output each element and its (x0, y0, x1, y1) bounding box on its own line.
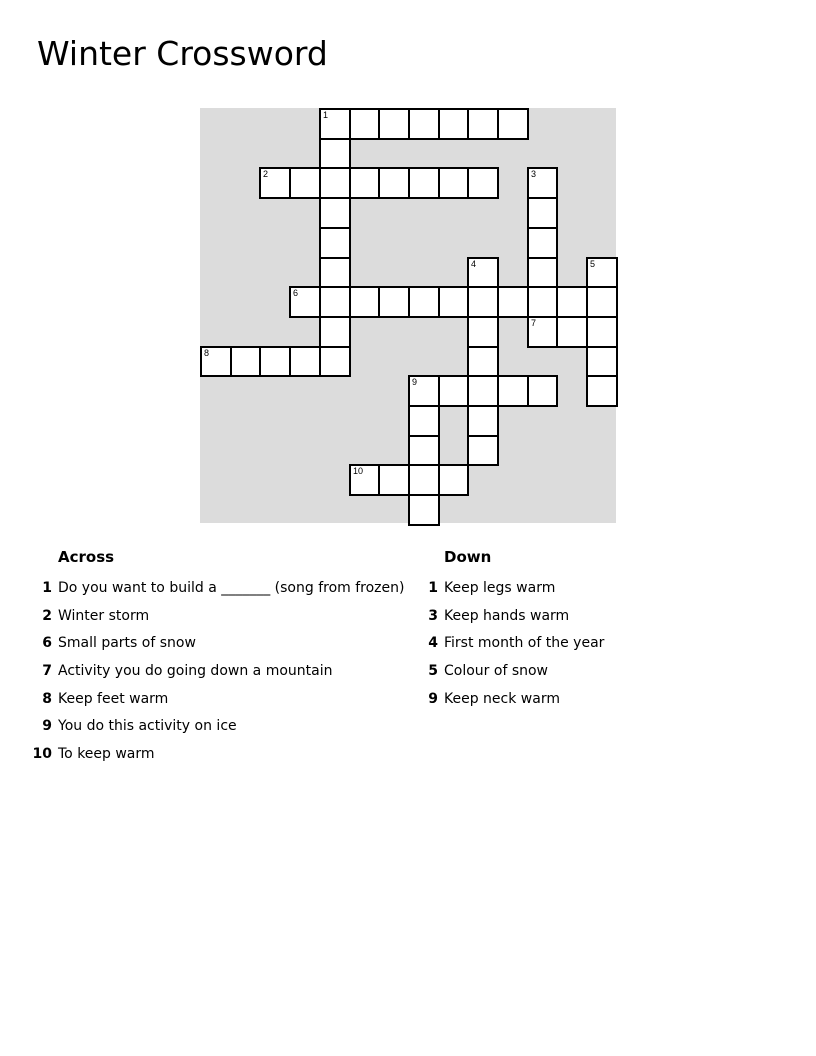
grid-cell[interactable] (497, 286, 529, 318)
across-clue (31, 607, 404, 635)
grid-cell[interactable] (467, 316, 499, 348)
grid-cell[interactable] (408, 286, 440, 318)
grid-cell[interactable] (319, 316, 351, 348)
clue-text: Do you want to build a _______ (song from frozen) (58, 580, 405, 596)
clue-text: Keep legs warm (444, 580, 556, 596)
cell-number: 7 (531, 318, 537, 328)
grid-cell[interactable] (438, 375, 469, 407)
across-clue (31, 579, 404, 607)
grid-cell[interactable] (319, 227, 351, 259)
grid-cell[interactable] (349, 286, 380, 318)
clue-number: 1 (428, 580, 438, 596)
grid-cell[interactable] (259, 167, 291, 199)
grid-cell[interactable] (408, 405, 440, 437)
grid-cell[interactable] (527, 375, 558, 407)
grid-cell[interactable] (586, 346, 618, 377)
grid-cell[interactable] (556, 316, 588, 348)
grid-cell[interactable] (349, 167, 380, 199)
grid-cell[interactable] (467, 346, 499, 377)
grid-cell[interactable] (319, 167, 351, 199)
grid-cell[interactable] (497, 108, 529, 140)
clue-text: Colour of snow (444, 663, 549, 680)
cell-number: 5 (590, 259, 596, 269)
across-clue (31, 745, 404, 773)
clue-text: Activity you do going down a mountain (58, 663, 333, 680)
grid-cell[interactable] (408, 464, 440, 496)
clue-text: You do this activity on ice (58, 718, 237, 735)
grid-cell[interactable] (527, 227, 558, 259)
clue-number: 7 (42, 663, 52, 680)
clue-text: First month of the year (444, 635, 605, 652)
clue-text: Small parts of snow (58, 635, 196, 652)
grid-cell[interactable] (289, 167, 321, 199)
down-clue (417, 634, 604, 662)
grid-cell[interactable] (467, 108, 499, 140)
grid-cell[interactable] (408, 375, 440, 407)
grid-cell[interactable] (527, 197, 558, 229)
grid-cell[interactable] (349, 464, 380, 496)
grid-cell[interactable] (586, 375, 618, 407)
grid-cell[interactable] (378, 464, 410, 496)
grid-cell[interactable] (467, 405, 499, 437)
grid-cell[interactable] (289, 346, 321, 377)
across-clues (31, 545, 404, 773)
down-heading: Down (444, 548, 492, 566)
grid-cell[interactable] (378, 167, 410, 199)
clue-text: Keep neck warm (444, 690, 560, 707)
across-clue (31, 690, 404, 718)
down-clue-list (417, 579, 604, 717)
grid-cell[interactable] (408, 167, 440, 199)
grid-cell[interactable] (527, 316, 558, 348)
grid-cell[interactable] (408, 494, 440, 526)
down-clue (417, 579, 604, 607)
cell-number: 2 (263, 169, 269, 179)
down-clue (417, 607, 604, 635)
grid-cell[interactable] (467, 167, 499, 199)
grid-cell[interactable] (319, 346, 351, 377)
grid-cell[interactable] (408, 435, 440, 466)
clue-text: Keep feet warm (58, 690, 169, 707)
clue-number: 8 (42, 690, 52, 707)
cell-number: 3 (531, 169, 537, 179)
grid-cell[interactable] (527, 167, 558, 199)
grid-cell[interactable] (200, 346, 232, 377)
clue-text: Winter storm (58, 607, 150, 624)
grid-cell[interactable] (319, 138, 351, 169)
clue-number: 5 (428, 663, 438, 680)
cell-number: 8 (204, 348, 210, 358)
across-clue (31, 634, 404, 662)
clue-number: 4 (428, 635, 438, 652)
grid-cell[interactable] (586, 286, 618, 318)
grid-cell[interactable] (319, 108, 351, 140)
grid-cell[interactable] (527, 286, 558, 318)
grid-cell[interactable] (319, 257, 351, 288)
grid-cell[interactable] (230, 346, 261, 377)
down-clue (417, 690, 604, 718)
grid-cell[interactable] (497, 375, 529, 407)
cell-number: 1 (323, 110, 329, 120)
cell-number: 10 (353, 466, 364, 476)
grid-cell[interactable] (438, 286, 469, 318)
clue-number: 10 (32, 746, 52, 763)
grid-cell[interactable] (527, 257, 558, 288)
down-clues (417, 545, 604, 717)
clue-number: 2 (42, 607, 52, 624)
grid-cell[interactable] (378, 286, 410, 318)
clue-number: 1 (42, 580, 52, 596)
grid-cell[interactable] (586, 257, 618, 288)
grid-cell[interactable] (467, 435, 499, 466)
grid-cell[interactable] (259, 346, 291, 377)
clue-number: 9 (428, 690, 438, 707)
grid-cell[interactable] (349, 108, 380, 140)
across-clue (31, 717, 404, 745)
clue-text: To keep warm (58, 746, 155, 763)
grid-cell[interactable] (289, 286, 321, 318)
crossword-grid (200, 108, 616, 523)
across-clue (31, 662, 404, 690)
grid-cell[interactable] (438, 167, 469, 199)
grid-cell[interactable] (319, 286, 351, 318)
grid-cell[interactable] (467, 257, 499, 288)
grid-cell[interactable] (556, 286, 588, 318)
clue-number: 9 (42, 718, 52, 735)
across-heading: Across (58, 548, 115, 566)
grid-cell[interactable] (586, 316, 618, 348)
grid-cell[interactable] (438, 464, 469, 496)
grid-cell[interactable] (467, 286, 499, 318)
cell-number: 4 (471, 259, 477, 269)
down-clue (417, 662, 604, 690)
grid-cell[interactable] (438, 108, 469, 140)
cell-number: 6 (293, 288, 299, 298)
grid-cell[interactable] (408, 108, 440, 140)
grid-cell[interactable] (467, 375, 499, 407)
grid-cell[interactable] (319, 197, 351, 229)
clue-number: 6 (42, 635, 52, 652)
clue-number: 3 (428, 607, 438, 624)
cell-number: 9 (412, 377, 418, 387)
page-title: Winter Crossword (37, 34, 328, 73)
grid-cell[interactable] (378, 108, 410, 140)
clue-text: Keep hands warm (444, 607, 570, 624)
across-clue-list (31, 579, 404, 773)
